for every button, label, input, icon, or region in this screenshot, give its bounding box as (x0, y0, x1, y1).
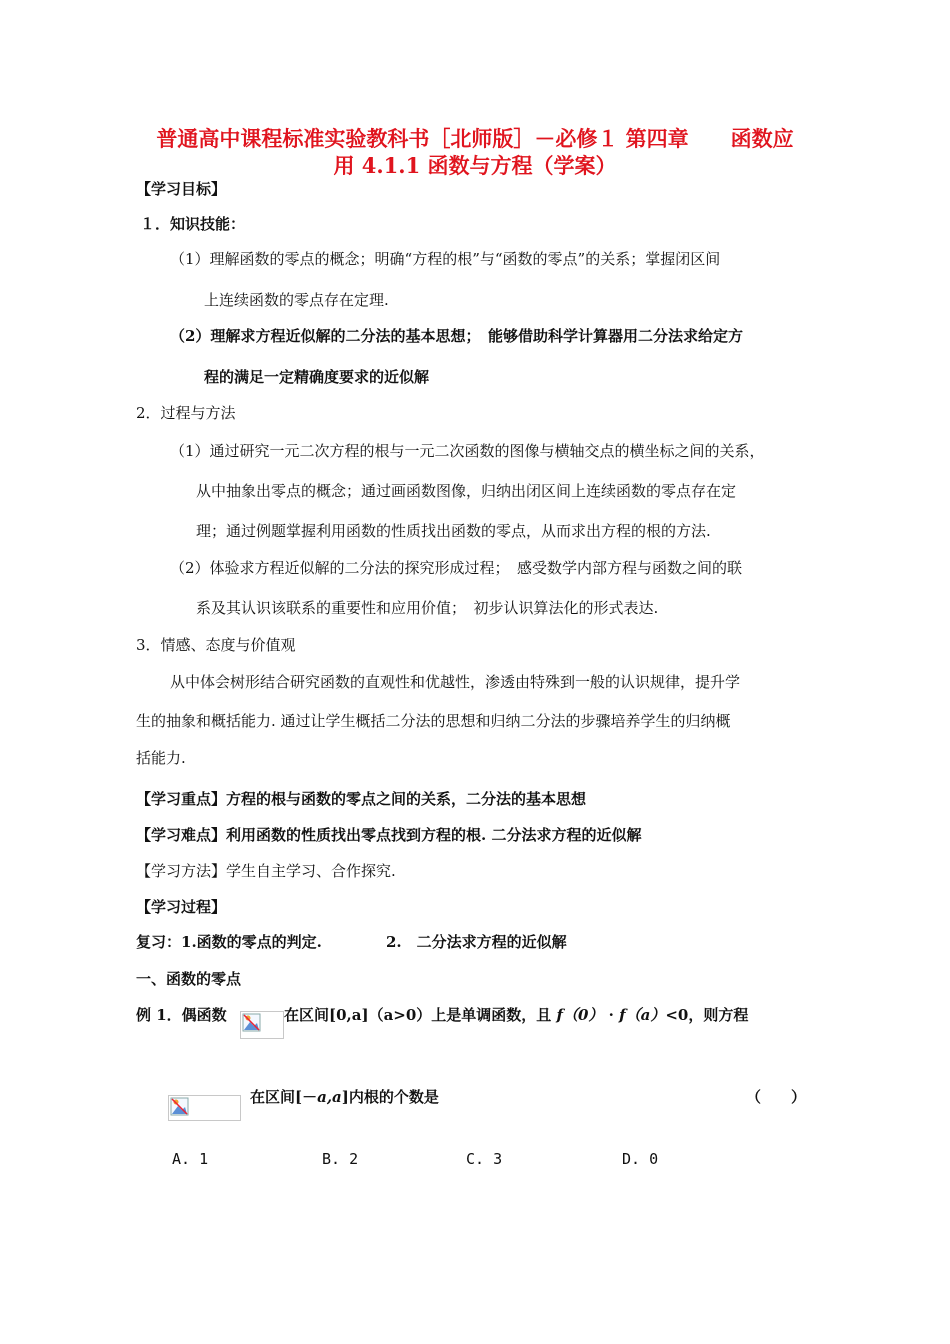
title-line-1: 普通高中课程标准实验教科书［北师版］－必修１ 第四章 函数应 (156, 126, 794, 151)
method-label: 【学习方法】 (136, 862, 227, 880)
example-text-part: 在区间[－ (250, 1088, 318, 1106)
paragraph-line: 上连续函数的零点存在定理. (204, 291, 389, 309)
values-heading: 3．情感、态度与价值观 (136, 636, 296, 654)
review-item-1: 1.函数的零点的判定. (181, 933, 322, 951)
method (136, 860, 396, 882)
paragraph-line: 括能力. (136, 749, 186, 767)
example-interval: a,a (317, 1088, 342, 1106)
broken-image-icon (168, 1095, 241, 1121)
difficulty-label: 【学习难点】 (136, 826, 227, 844)
paragraph-line: 程的满足一定精确度要求的近似解 (204, 368, 430, 386)
process-method-heading: 2．过程与方法 (136, 404, 236, 422)
review (136, 931, 322, 953)
answer-blank: （ ） (746, 1088, 807, 1106)
paragraph-line: （1）通过研究一元二次方程的根与一元二次函数的图像与横轴交点的横坐标之间的关系， (170, 442, 765, 460)
paragraph-line: （2）理解求方程近似解的二分法的基本思想； 能够借助科学计算器用二分法求给定方 (170, 327, 743, 345)
title-line-2: 用 4.1.1 函数与方程（学案） (333, 153, 617, 178)
paragraph-line: 生的抽象和概括能力. 通过让学生概括二分法的思想和归纳二分法的步骤培养学生的归纳概 (136, 712, 731, 730)
broken-image-icon (240, 1011, 284, 1039)
knowledge-heading: １．知识技能： (140, 215, 246, 233)
method-text: 学生自主学习、合作探究. (226, 862, 396, 880)
paragraph-line: 系及其认识该联系的重要性和应用价值； 初步认识算法化的形式表达. (196, 599, 659, 617)
goals-heading: 【学习目标】 (136, 180, 227, 198)
review-item-2: 2. 二分法求方程的近似解 (386, 933, 567, 951)
example-fa: f（a） (619, 1006, 666, 1024)
option-b[interactable]: B. 2 (322, 1150, 359, 1168)
option-a[interactable]: A. 1 (172, 1150, 209, 1168)
example-dot: · (608, 1006, 614, 1024)
example-text-part: 在区间[0,a]（a>0）上是单调函数，且 (284, 1006, 552, 1024)
paragraph-line: 从中体会树形结合研究函数的直观性和优越性，渗透由特殊到一般的认识规律，提升学 (170, 673, 741, 691)
example-text-part: <0，则方程 (665, 1006, 749, 1024)
example-text (284, 1004, 748, 1026)
key-point (136, 788, 586, 810)
process-heading: 【学习过程】 (136, 898, 227, 916)
key-point-text: 方程的根与函数的零点之间的关系，二分法的基本思想 (226, 790, 587, 808)
paragraph-line: （1）理解函数的零点的概念；明确“方程的根”与“函数的零点”的关系；掌握闭区间 (170, 250, 721, 268)
example-label: 例 1．偶函数 (136, 1006, 227, 1024)
paragraph-line: 从中抽象出零点的概念；通过画函数图像，归纳出闭区间上连续函数的零点存在定 (196, 482, 737, 500)
paragraph-line: （2）体验求方程近似解的二分法的探究形成过程； 感受数学内部方程与函数之间的联 (170, 559, 743, 577)
section-heading: 一、函数的零点 (136, 970, 242, 988)
difficulty-text: 利用函数的性质找出零点找到方程的根. 二分法求方程的近似解 (226, 826, 642, 844)
review-label: 复习： (136, 933, 182, 951)
option-d[interactable]: D. 0 (622, 1150, 659, 1168)
example-f0: f（0） (556, 1006, 604, 1024)
option-c[interactable]: C. 3 (466, 1150, 503, 1168)
example-question (250, 1086, 439, 1108)
difficulty (136, 824, 641, 846)
key-point-label: 【学习重点】 (136, 790, 227, 808)
paragraph-line: 理；通过例题掌握利用函数的性质找出函数的零点，从而求出方程的根的方法. (196, 522, 711, 540)
example-text-part: ]内根的个数是 (341, 1088, 439, 1106)
